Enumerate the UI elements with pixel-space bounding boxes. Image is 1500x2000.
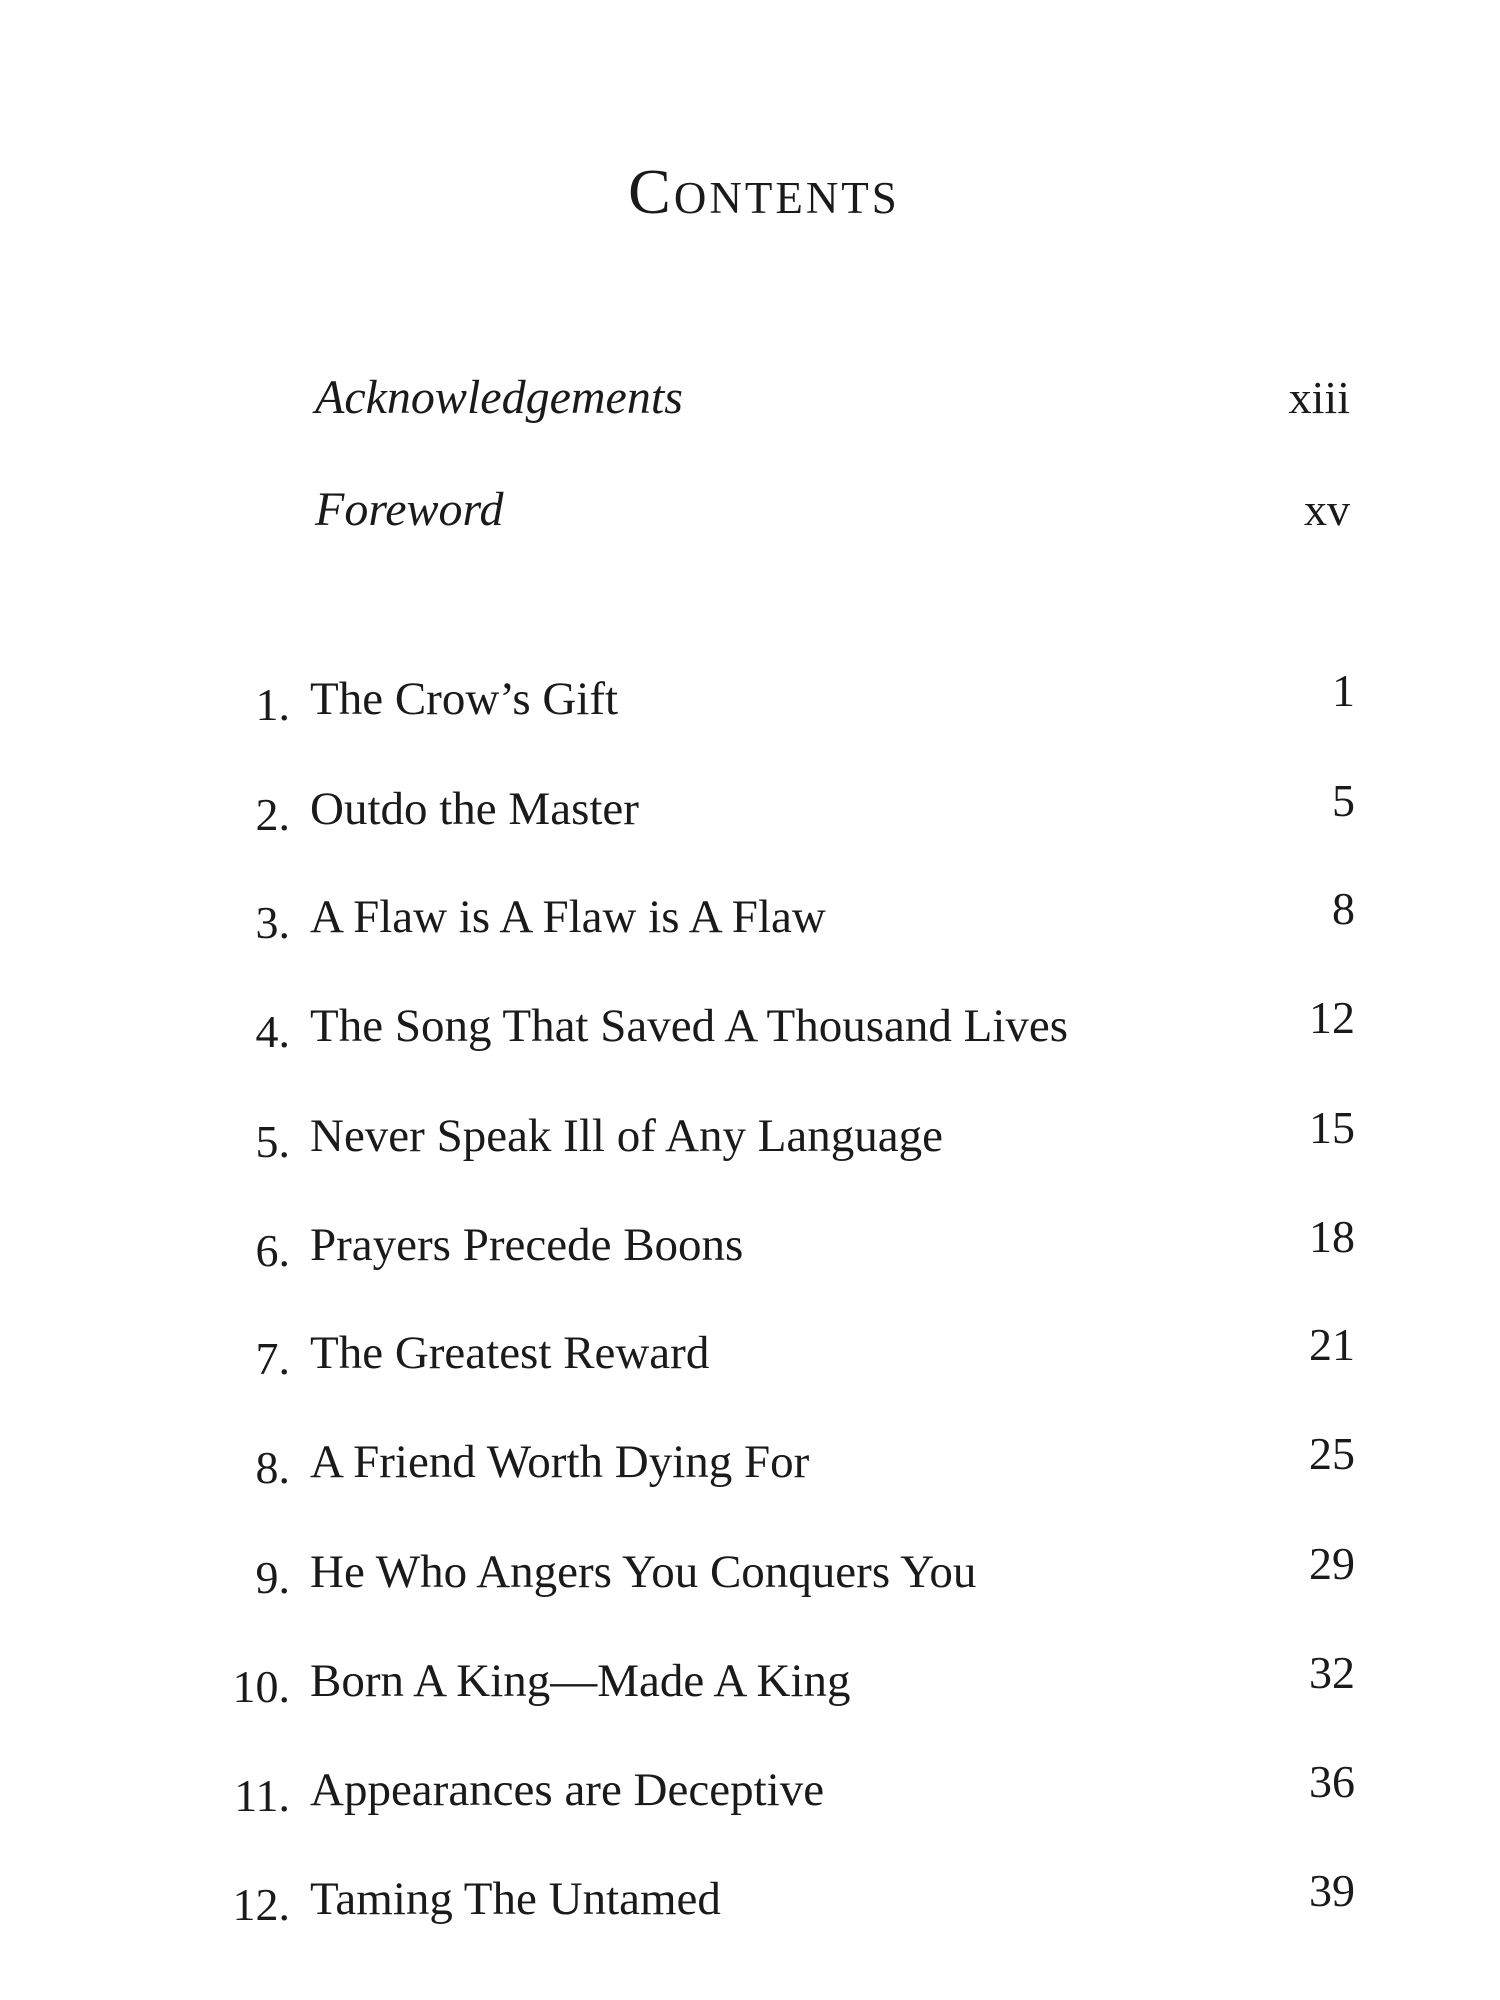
- chapter-page: 25: [1309, 1428, 1355, 1479]
- chapter-page: 5: [1332, 775, 1355, 826]
- chapter-entry-3[interactable]: [170, 883, 1355, 958]
- chapter-number: 12.: [232, 1879, 290, 1930]
- chapter-entry-7[interactable]: [170, 1319, 1355, 1394]
- chapter-number: 9.: [255, 1552, 290, 1603]
- chapter-page: 29: [1309, 1538, 1355, 1589]
- chapter-page: 8: [1332, 883, 1355, 934]
- chapter-title: Never Speak Ill of Any Language: [310, 1110, 943, 1162]
- chapter-entry-2[interactable]: [170, 775, 1355, 850]
- chapter-number: 5.: [255, 1116, 290, 1167]
- chapter-number: 8.: [255, 1442, 290, 1493]
- chapter-page: 36: [1309, 1756, 1355, 1807]
- chapter-number: 7.: [255, 1333, 290, 1384]
- chapter-page: 18: [1309, 1211, 1355, 1262]
- chapter-entry-9[interactable]: [170, 1538, 1355, 1613]
- chapter-number: 10.: [232, 1661, 290, 1712]
- chapter-entry-8[interactable]: [170, 1428, 1355, 1503]
- front-matter-label: Foreword: [315, 483, 504, 536]
- chapter-title: The Song That Saved A Thousand Lives: [310, 1000, 1069, 1052]
- chapter-title: The Crow’s Gift: [310, 673, 619, 725]
- chapter-number: 3.: [255, 897, 290, 948]
- chapter-number: 11.: [234, 1770, 290, 1821]
- chapter-number: 2.: [255, 789, 290, 840]
- chapter-title: Taming The Untamed: [310, 1873, 721, 1925]
- chapter-title: The Greatest Reward: [310, 1327, 710, 1379]
- front-matter-label: Acknowledgements: [315, 371, 683, 424]
- chapter-entry-4[interactable]: [170, 992, 1355, 1067]
- page-title: Contents: [628, 156, 900, 227]
- chapter-entry-6[interactable]: [170, 1211, 1355, 1286]
- chapter-page: 32: [1309, 1647, 1355, 1698]
- chapter-page: 15: [1309, 1102, 1355, 1153]
- chapter-entry-1[interactable]: [170, 665, 1355, 740]
- front-matter-page: xv: [1304, 484, 1350, 535]
- chapter-title: Outdo the Master: [310, 783, 639, 835]
- chapter-page: 21: [1309, 1319, 1355, 1370]
- chapter-title: Appearances are Deceptive: [310, 1764, 825, 1816]
- front-matter-foreword[interactable]: [315, 482, 1350, 537]
- chapter-title: A Friend Worth Dying For: [310, 1436, 810, 1488]
- chapter-entry-5[interactable]: [170, 1102, 1355, 1177]
- chapter-title: Born A King—Made A King: [310, 1655, 851, 1707]
- chapter-number: 1.: [255, 679, 290, 730]
- chapter-title: A Flaw is A Flaw is A Flaw: [310, 891, 826, 943]
- chapter-page: 1: [1332, 665, 1355, 716]
- chapter-title: Prayers Precede Boons: [310, 1219, 744, 1271]
- chapter-page: 12: [1309, 992, 1355, 1043]
- chapter-page: 39: [1309, 1865, 1355, 1916]
- front-matter-page: xiii: [1288, 372, 1350, 423]
- chapter-number: 6.: [255, 1225, 290, 1276]
- chapter-number: 4.: [255, 1006, 290, 1057]
- front-matter-acknowledgements[interactable]: [315, 370, 1350, 425]
- chapter-title: He Who Angers You Conquers You: [310, 1546, 977, 1598]
- chapter-entry-10[interactable]: [170, 1647, 1355, 1722]
- chapter-entry-12[interactable]: [170, 1865, 1355, 1940]
- chapter-entry-11[interactable]: [170, 1756, 1355, 1831]
